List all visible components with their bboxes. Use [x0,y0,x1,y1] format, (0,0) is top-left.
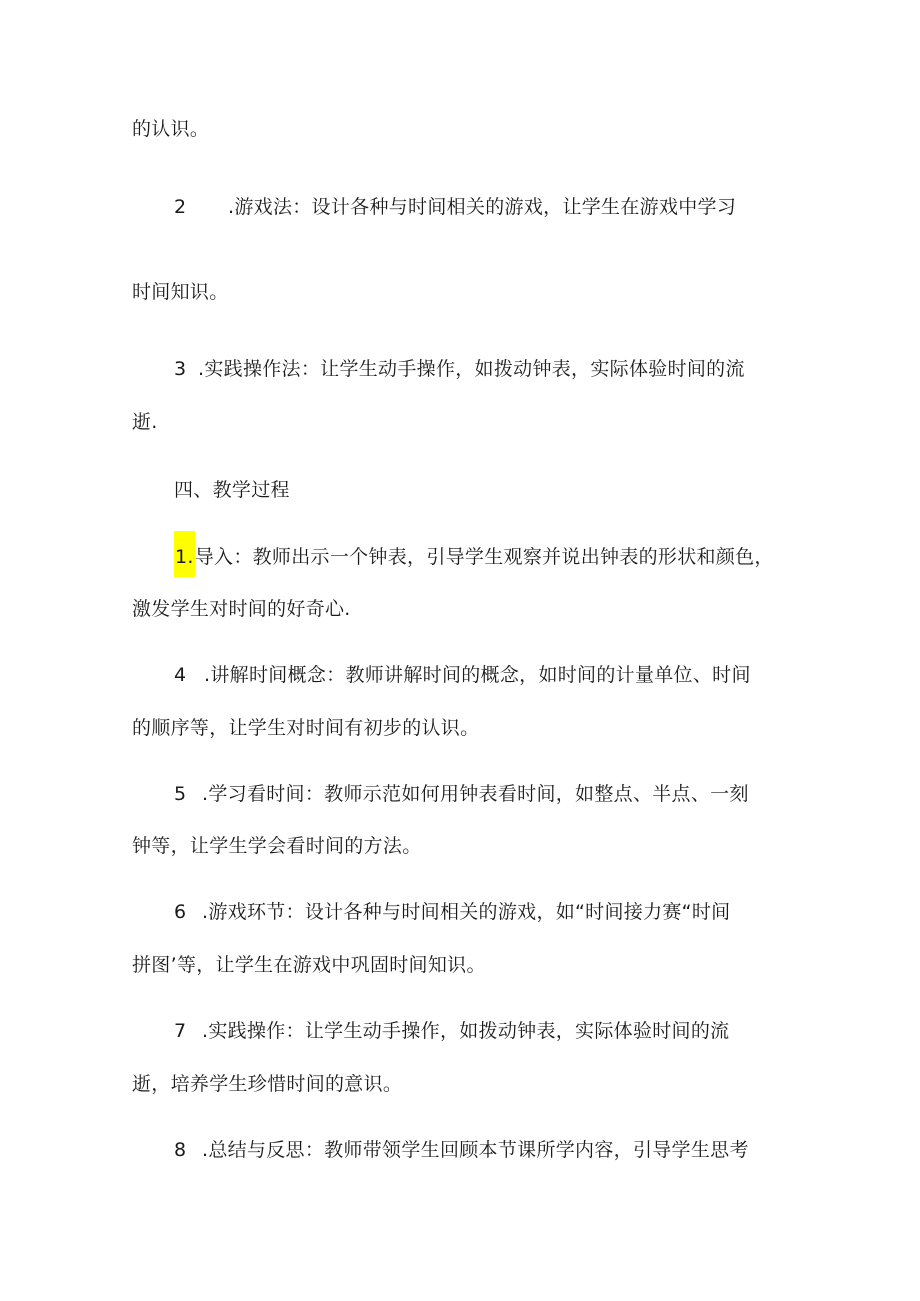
line-text: 的顺序等，让学生对时间有初步的认识。 [132,717,480,739]
text-line-14 [132,953,486,977]
text-line-3 [132,280,229,304]
text-line-7 [174,545,774,569]
text-line-11 [174,782,749,806]
list-number: 8 [174,1139,187,1161]
line-text: 四、教学过程 [174,479,290,501]
line-text: 拼图’等，让学生在游戏中巩固时间知识。 [132,954,486,976]
list-number: 4 [174,664,187,686]
line-text: .游戏环节：设计各种与时间相关的游戏，如“时间接力赛“时间 [202,901,731,923]
section-heading [174,478,290,502]
line-text: 逝，培养学生珍惜时间的意识。 [132,1073,403,1095]
text-line-15 [174,1019,729,1043]
line-text: .游戏法：设计各种与时间相关的游戏，让学生在游戏中学习 [228,196,737,218]
text-line-4 [174,357,745,381]
text-line-12 [132,834,422,858]
list-number: 7 [174,1020,187,1042]
text-line-8 [132,597,351,621]
line-text: 导入：教师出示一个钟表，引导学生观察并说出钟表的形状和颜色， [194,546,774,568]
highlighted-list-number: 1. [174,531,195,577]
text-line-17 [174,1138,749,1162]
text-line-13 [174,900,730,924]
list-number: 2 [174,196,187,218]
line-text: .总结与反思：教师带领学生回顾本节课所学内容，引导学生思考 [202,1139,749,1161]
list-number: 6 [174,901,187,923]
line-text: .实践操作法：让学生动手操作，如拨动钟表，实际体验时间的流 [198,358,745,380]
line-text: 的认识。 [132,118,210,140]
line-text: 激发学生对时间的好奇心. [132,598,351,620]
text-line-1 [132,117,209,141]
list-number: 5 [174,783,187,805]
line-text: 时间知识。 [132,281,229,303]
text-line-2 [174,195,736,219]
line-text: .讲解时间概念：教师讲解时间的概念，如时间的计量单位、时间 [204,664,751,686]
text-line-10 [132,716,479,740]
line-text: .学习看时间：教师示范如何用钟表看时间，如整点、半点、一刻 [202,783,749,805]
text-line-16 [132,1072,402,1096]
line-text: 逝. [132,411,158,433]
list-number: 3 [174,358,187,380]
text-line-5 [132,410,158,434]
text-line-9 [174,663,751,687]
line-text: 钟等，让学生学会看时间的方法。 [132,835,422,857]
line-text: .实践操作：让学生动手操作，如拨动钟表，实际体验时间的流 [202,1020,730,1042]
